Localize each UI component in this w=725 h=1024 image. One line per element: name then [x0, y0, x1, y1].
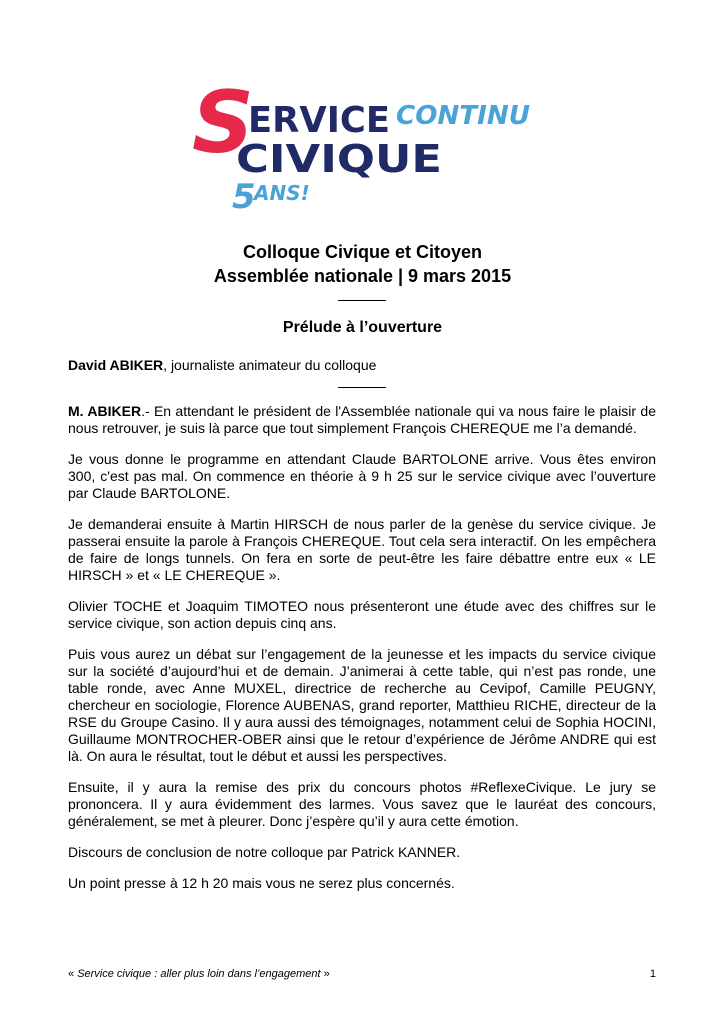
footer-close-quote: » [320, 968, 330, 980]
logo-5-digit: 5 [232, 177, 256, 210]
paragraph: M. ABIKER.- En attendant le président de l'Assemblée nationale qui va nous faire le plaisir de nous retrouver, je suis là parce que tout simplement François CHEREQUE me l’a demandé. [68, 403, 657, 436]
separator-rule [338, 387, 386, 388]
section-heading: Prélude à l’ouverture [282, 319, 443, 336]
logo-s-letter: S [192, 80, 254, 173]
separator-rule [338, 300, 386, 301]
paragraph: Discours de conclusion de notre colloque par Patrick KANNER. [68, 844, 461, 860]
logo-service-text: ERVICE [248, 100, 390, 141]
paragraph: Un point presse à 12 h 20 mais vous ne serez plus concernés. [68, 875, 455, 891]
document-title [0, 240, 725, 288]
paragraph: Olivier TOCHE et Joaquim TIMOTEO nous présenteront une étude avec des chiffres sur le service civique, son action depuis cinq ans. [68, 598, 656, 631]
paragraph: Je demanderai ensuite à Martin HIRSCH de nous parler de la genèse du service civique. Je passerai ensuite la parole à François CHEREQUE. Tout cela sera interactif. On les empêchera de faire de longs tunnels. On fera en sorte de peut-être les faire débattre entre eux « LE HIRSCH » et « LE CHEREQUE ». [68, 516, 656, 583]
paragraph: Ensuite, il y aura la remise des prix du concours photos #ReflexeCivique. Le jury se prononcera. Il y aura évidemment des larmes. Vous savez que le lauréat des concours, généralement, se met à pleurer. Donc j’espère qu’il y aura cette émotion. [68, 779, 656, 829]
page-footer [68, 967, 656, 981]
service-civique-logo [192, 80, 537, 210]
speaker-name: David ABIKER [68, 357, 164, 373]
paragraph: Puis vous aurez un débat sur l’engagement de la jeunesse et les impacts du service civique sur la société d’aujourd’hui et de demain. J’animerai à cette table, qui n’est pas ronde, une table ronde, avec Anne MUXEL, directrice de recherche au Cevipof, Camille PEUGNY, chercheur en sociologie, Florence AUBENAS, grand reporter, Matthieu RICHE, directeur de la RSE du Groupe Casino. Il y aura aussi des témoignages, notamment celui de Sophia HOCINI, Guillaume MONTROCHER-OBER ainsi que le retour d’expérience de Jérôme ANDRE qui est là. On aura le résultat, tout le début et aussi les perspectives. [68, 646, 656, 764]
title-line-2: Assemblée nationale | 9 mars 2015 [213, 266, 512, 286]
logo-ans-text: ANS! [254, 181, 310, 205]
title-line-1: Colloque Civique et Citoyen [242, 242, 483, 262]
paragraph: Je vous donne le programme en attendant Claude BARTOLONE arrive. Vous êtes environ 300, c'est pas mal. On commence en théorie à 9 h 25 sur le service civique avec l’ouverture par Claude BARTOLONE. [68, 451, 656, 501]
logo-civique-text: CIVIQUE [236, 137, 442, 181]
page-number: 1 [649, 968, 656, 980]
footer-title: Service civique : aller plus loin dans l’engagement [77, 968, 321, 980]
logo-continu-text: CONTINU [396, 101, 530, 131]
footer-open-quote: « [68, 968, 78, 980]
speaker-role: , journaliste animateur du colloque [163, 357, 377, 373]
transcript-body [68, 403, 656, 906]
speaker-label: M. ABIKER [68, 403, 142, 419]
speaker-line [68, 356, 376, 374]
